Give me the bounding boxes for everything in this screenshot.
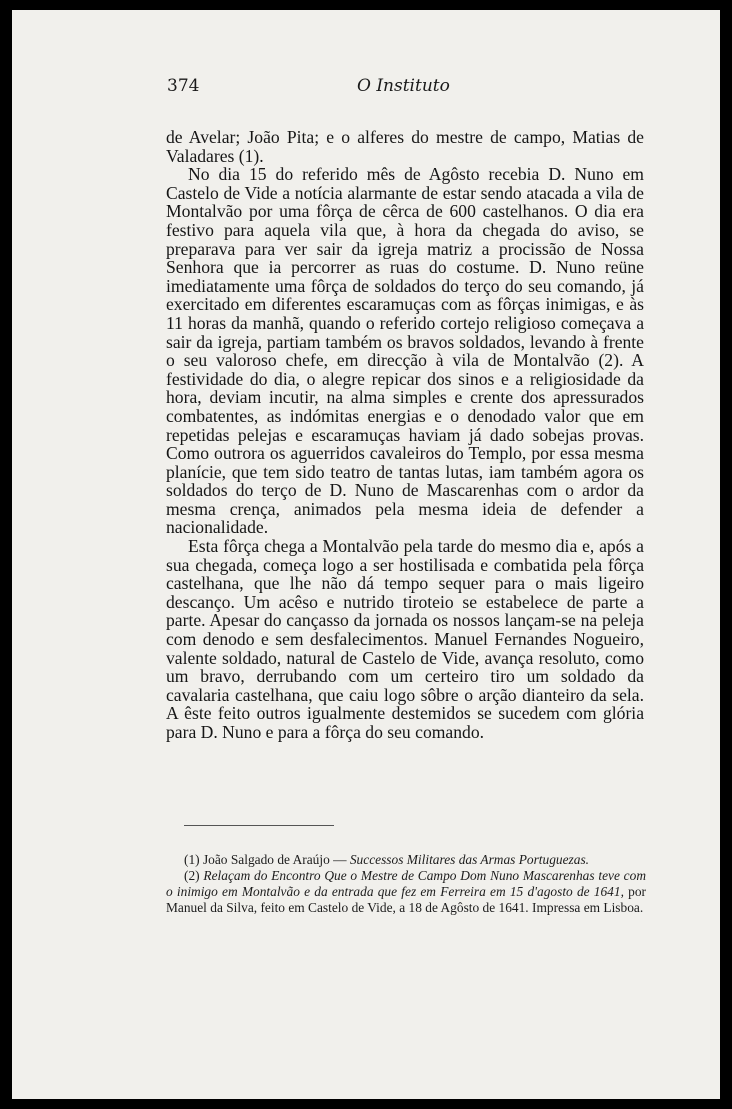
body-text <box>166 128 644 742</box>
book-page <box>12 10 720 1099</box>
footnotes <box>166 852 646 916</box>
running-title: O Instituto <box>357 76 450 96</box>
footnote-2-prefix: (2) <box>184 868 204 883</box>
paragraph-3: Esta fôrça chega a Montalvão pela tarde do mesmo dia e, após a sua chegada, começa logo a ser hostilisada e combatida pela fôrça castelhana, que lhe não dá tempo sequer para o mais ligeiro descanço. Um acêso e nutrido tiroteio se estabelece de parte a parte. Apesar do cançasso da jornada os nossos lançam-se na peleja com denodo e sem desfalecimentos. Manuel Fernandes Nogueiro, valente soldado, natural de Castelo de Vide, avança resoluto, como um bravo, derrubando com um certeiro tiro um soldado da cavalaria castelhana, que caiu logo sôbre o arção dianteiro da sela. A êste feito outros igualmente destemidos se sucedem com glória para D. Nuno e para a fôrça do seu comando. <box>166 536 644 742</box>
footnote-2-rest: por Manuel da Silva, feito em Castelo de Vide, a 18 de Agôsto de 1641. Impressa em Lisboa. <box>166 884 647 915</box>
page-number: 374 <box>167 76 200 96</box>
footnote-divider <box>184 825 334 826</box>
footnote-1-prefix: (1) João Salgado de Araújo — <box>184 852 350 867</box>
footnote-2-title: Relaçam do Encontro Que o Mestre de Campo Dom Nuno Mascarenhas teve com o inimigo em Montalvão e da entrada que fez em Ferreira em 15 d'agosto de 1641, <box>166 868 646 899</box>
paragraph-1: de Avelar; João Pita; e o alferes do mestre de campo, Matias de Valadares (1). <box>166 127 644 166</box>
footnote-1-title: Successos Militares das Armas Portuguezas. <box>349 852 590 867</box>
footnote-1 <box>166 852 646 868</box>
footnote-2 <box>166 868 646 916</box>
paragraph-2: No dia 15 do referido mês de Agôsto recebia D. Nuno em Castelo de Vide a notícia alarmante de estar sendo atacada a vila de Montalvão por uma fôrça de cêrca de 600 castelhanos. O dia era festivo para aquela vila que, à hora da chegada do aviso, se preparava para ver sair da igreja matriz a procissão de Nossa Senhora que ia percorrer as ruas do costume. D. Nuno reüne imediatamente uma fôrça de soldados do terço do seu comando, já exercitado em diferentes escaramuças com as fôrças inimigas, e às 11 horas da manhã, quando o referido cortejo religioso começava a sair da igreja, partiam também os bravos soldados, levando à frente o seu valoroso chefe, em direcção à vila de Montalvão (2). A festividade do dia, o alegre repicar dos sinos e a religiosidade da hora, deviam incutir, na alma simples e crente dos apressurados combatentes, as indómitas energias e o denodado valor que em repetidas pelejas e escaramuças haviam já dado sobejas provas. Como outrora os aguerridos cavaleiros do Templo, por essa mesma planície, que tem sido teatro de tantas lutas, iam também agora os soldados do terço de D. Nuno de Mascarenhas com o ardor da mesma crença, animados pela mesma ideia de defender a nacionalidade. <box>166 164 644 538</box>
page-header <box>167 76 642 106</box>
